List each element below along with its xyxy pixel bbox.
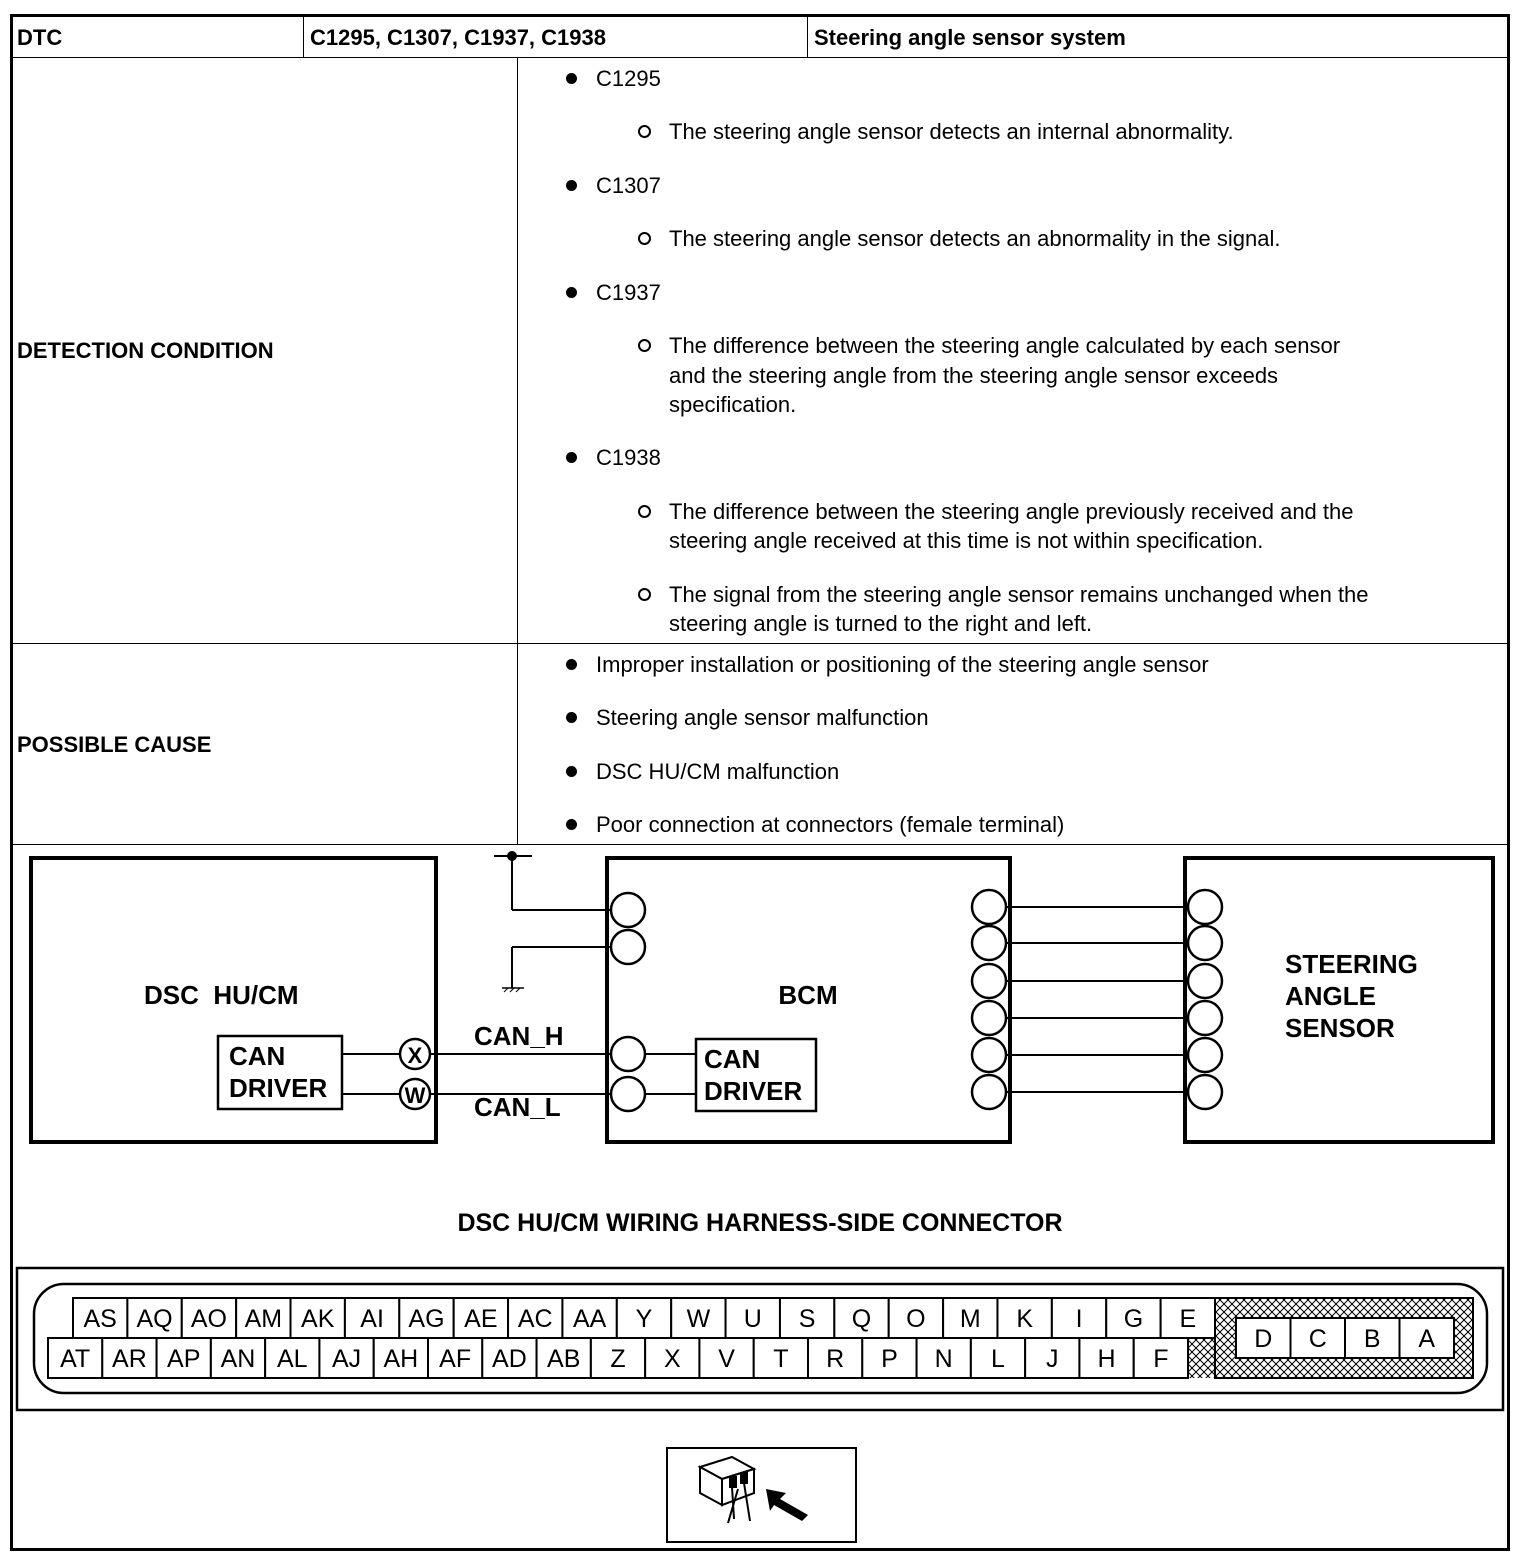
svg-text:AK: AK [301, 1305, 335, 1333]
svg-text:AA: AA [572, 1305, 607, 1333]
dsc-can-driver-line2: DRIVER [229, 1073, 328, 1103]
connector-right-group [1236, 1318, 1454, 1358]
detection-detail: The steering angle sensor detects an abnormality in the signal. [669, 226, 1281, 251]
svg-text:P: P [881, 1345, 898, 1373]
svg-text:S: S [798, 1305, 816, 1333]
connector-pin-ae [454, 1298, 508, 1338]
detection-detail-line: steering angle received at this time is not within specification. [669, 528, 1264, 553]
svg-text:Y: Y [635, 1305, 653, 1333]
svg-text:I: I [1075, 1305, 1083, 1333]
connector-pin-aj [319, 1338, 373, 1378]
connector-pin-ap [157, 1338, 211, 1378]
connector-pin-s [780, 1298, 834, 1338]
connector-pin-p [862, 1338, 916, 1378]
detection-detail-line: The difference between the steering angle calculated by each sensor [669, 333, 1341, 358]
connector-pin-f [1134, 1338, 1188, 1378]
svg-text:T: T [773, 1345, 789, 1373]
connector-pin-y [617, 1298, 671, 1338]
svg-text:AT: AT [60, 1345, 91, 1373]
connector-pin-as [73, 1298, 127, 1338]
svg-text:L: L [991, 1345, 1005, 1373]
svg-text:B: B [1363, 1325, 1381, 1353]
connector-pin-z [591, 1338, 645, 1378]
connector-pin-an [211, 1338, 265, 1378]
connector-pin-h [1079, 1338, 1133, 1378]
connector-pin-af [428, 1338, 482, 1378]
detection-detail-line: specification. [669, 392, 797, 417]
header-dtc-codes: C1295, C1307, C1937, C1938 [310, 25, 606, 50]
bcm-can-driver-line2: DRIVER [704, 1076, 803, 1106]
connector-pin-c [1291, 1318, 1346, 1358]
connector-pin-w [671, 1298, 725, 1338]
connector-pin-j [1025, 1338, 1079, 1378]
svg-text:AF: AF [439, 1345, 472, 1373]
svg-text:J: J [1046, 1345, 1059, 1373]
connector-pin-d [1236, 1318, 1291, 1358]
svg-text:AE: AE [464, 1305, 498, 1333]
possible-cause-label: POSSIBLE CAUSE [17, 732, 212, 757]
connector-pin-i [1052, 1298, 1106, 1338]
detection-condition-label: DETECTION CONDITION [17, 338, 274, 363]
svg-text:H: H [1097, 1345, 1116, 1373]
detection-detail: The steering angle sensor detects an internal abnormality. [669, 119, 1234, 144]
connector-pin-ak [291, 1298, 345, 1338]
svg-text:Z: Z [610, 1345, 626, 1373]
terminal-w-label: W [404, 1083, 426, 1108]
svg-text:AI: AI [360, 1305, 384, 1333]
connector-pin-u [726, 1298, 780, 1338]
svg-text:F: F [1153, 1345, 1169, 1373]
dsc-hucm-label: DSC HU/CM [144, 980, 299, 1010]
detection-detail-line: and the steering angle from the steering angle sensor exceeds [669, 363, 1279, 388]
svg-text:X: X [663, 1345, 681, 1373]
cause-item: Steering angle sensor malfunction [596, 705, 929, 730]
connector-pin-ag [399, 1298, 453, 1338]
svg-text:M: M [959, 1305, 981, 1333]
sensor-label-line1: STEERING [1285, 949, 1418, 979]
connector-pin-ao [182, 1298, 236, 1338]
svg-text:AR: AR [112, 1345, 147, 1373]
connector-pin-q [834, 1298, 888, 1338]
svg-text:AH: AH [383, 1345, 419, 1373]
detection-detail-line: steering angle is turned to the right and left. [669, 611, 1093, 636]
bcm-label: BCM [778, 980, 838, 1010]
svg-text:R: R [826, 1345, 845, 1373]
connector-pin-at [48, 1338, 102, 1378]
connector-pin-ah [374, 1338, 428, 1378]
connector-pin-g [1106, 1298, 1160, 1338]
connector-pin-am [236, 1298, 290, 1338]
svg-text:W: W [686, 1305, 711, 1333]
svg-text:AS: AS [83, 1305, 117, 1333]
svg-text:AM: AM [244, 1305, 283, 1333]
svg-text:U: U [743, 1305, 762, 1333]
cause-item: Poor connection at connectors (female terminal) [596, 812, 1065, 837]
connector-pin-ab [537, 1338, 591, 1378]
svg-text:D: D [1254, 1325, 1273, 1353]
can-l-label: CAN_L [474, 1092, 561, 1122]
svg-text:AL: AL [276, 1345, 308, 1373]
connector-pin-ai [345, 1298, 399, 1338]
svg-text:N: N [934, 1345, 953, 1373]
connector-pin-o [889, 1298, 943, 1338]
connector-pin-ad [482, 1338, 536, 1378]
connector-pin-aa [562, 1298, 616, 1338]
connector-pin-al [265, 1338, 319, 1378]
bcm-can-driver-line1: CAN [704, 1044, 761, 1074]
connector-pin-m [943, 1298, 997, 1338]
connector-pin-k [997, 1298, 1051, 1338]
detection-code-c1938: C1938 [596, 445, 661, 470]
dsc-can-driver-line1: CAN [229, 1041, 286, 1071]
svg-text:A: A [1418, 1325, 1436, 1353]
detection-code-c1295: C1295 [596, 66, 661, 91]
detection-code-c1307: C1307 [596, 173, 661, 198]
svg-text:AP: AP [167, 1345, 201, 1373]
connector-bottom-row [48, 1338, 1188, 1378]
svg-text:K: K [1016, 1305, 1034, 1333]
svg-text:Q: Q [851, 1305, 872, 1333]
svg-text:AO: AO [190, 1305, 228, 1333]
connector-pin-v [699, 1338, 753, 1378]
connector-hatched-strip [1188, 1338, 1215, 1378]
can-h-label: CAN_H [474, 1021, 564, 1051]
cause-item: DSC HU/CM malfunction [596, 759, 840, 784]
cause-item: Improper installation or positioning of the steering angle sensor [596, 652, 1209, 677]
sensor-label-line2: ANGLE [1285, 981, 1376, 1011]
svg-text:AN: AN [220, 1345, 256, 1373]
terminal-x-label: X [407, 1043, 423, 1068]
svg-text:C: C [1308, 1325, 1327, 1353]
connector-inspection-icon [666, 1447, 857, 1543]
connector-top-row [73, 1298, 1215, 1338]
connector-pin-x [645, 1338, 699, 1378]
connector-pin-t [754, 1338, 808, 1378]
detection-detail-line: The difference between the steering angle previously received and the [669, 499, 1354, 524]
connector-pin-ac [508, 1298, 562, 1338]
connector-pin-l [971, 1338, 1025, 1378]
svg-text:O: O [906, 1305, 926, 1333]
detection-code-c1937: C1937 [596, 280, 661, 305]
svg-text:AD: AD [492, 1345, 527, 1373]
connector-title: DSC HU/CM WIRING HARNESS-SIDE CONNECTOR [457, 1209, 1063, 1237]
svg-text:AJ: AJ [331, 1345, 362, 1373]
detection-detail-line: The signal from the steering angle sensor remains unchanged when the [669, 582, 1369, 607]
svg-text:AQ: AQ [136, 1305, 173, 1333]
connector-pin-ar [102, 1338, 156, 1378]
connector-pin-aq [127, 1298, 181, 1338]
svg-text:E: E [1179, 1305, 1197, 1333]
svg-text:AG: AG [408, 1305, 445, 1333]
connector-pin-r [808, 1338, 862, 1378]
svg-text:AC: AC [517, 1305, 553, 1333]
svg-text:G: G [1123, 1305, 1144, 1333]
svg-text:V: V [718, 1345, 735, 1373]
header-system-name: Steering angle sensor system [814, 25, 1126, 50]
svg-text:AB: AB [547, 1345, 581, 1373]
connector-pin-b [1345, 1318, 1400, 1358]
header-dtc-label: DTC [17, 25, 63, 50]
connector-pin-a [1400, 1318, 1455, 1358]
connector-pin-e [1161, 1298, 1215, 1338]
connector-pin-n [917, 1338, 971, 1378]
sensor-label-line3: SENSOR [1285, 1013, 1395, 1043]
